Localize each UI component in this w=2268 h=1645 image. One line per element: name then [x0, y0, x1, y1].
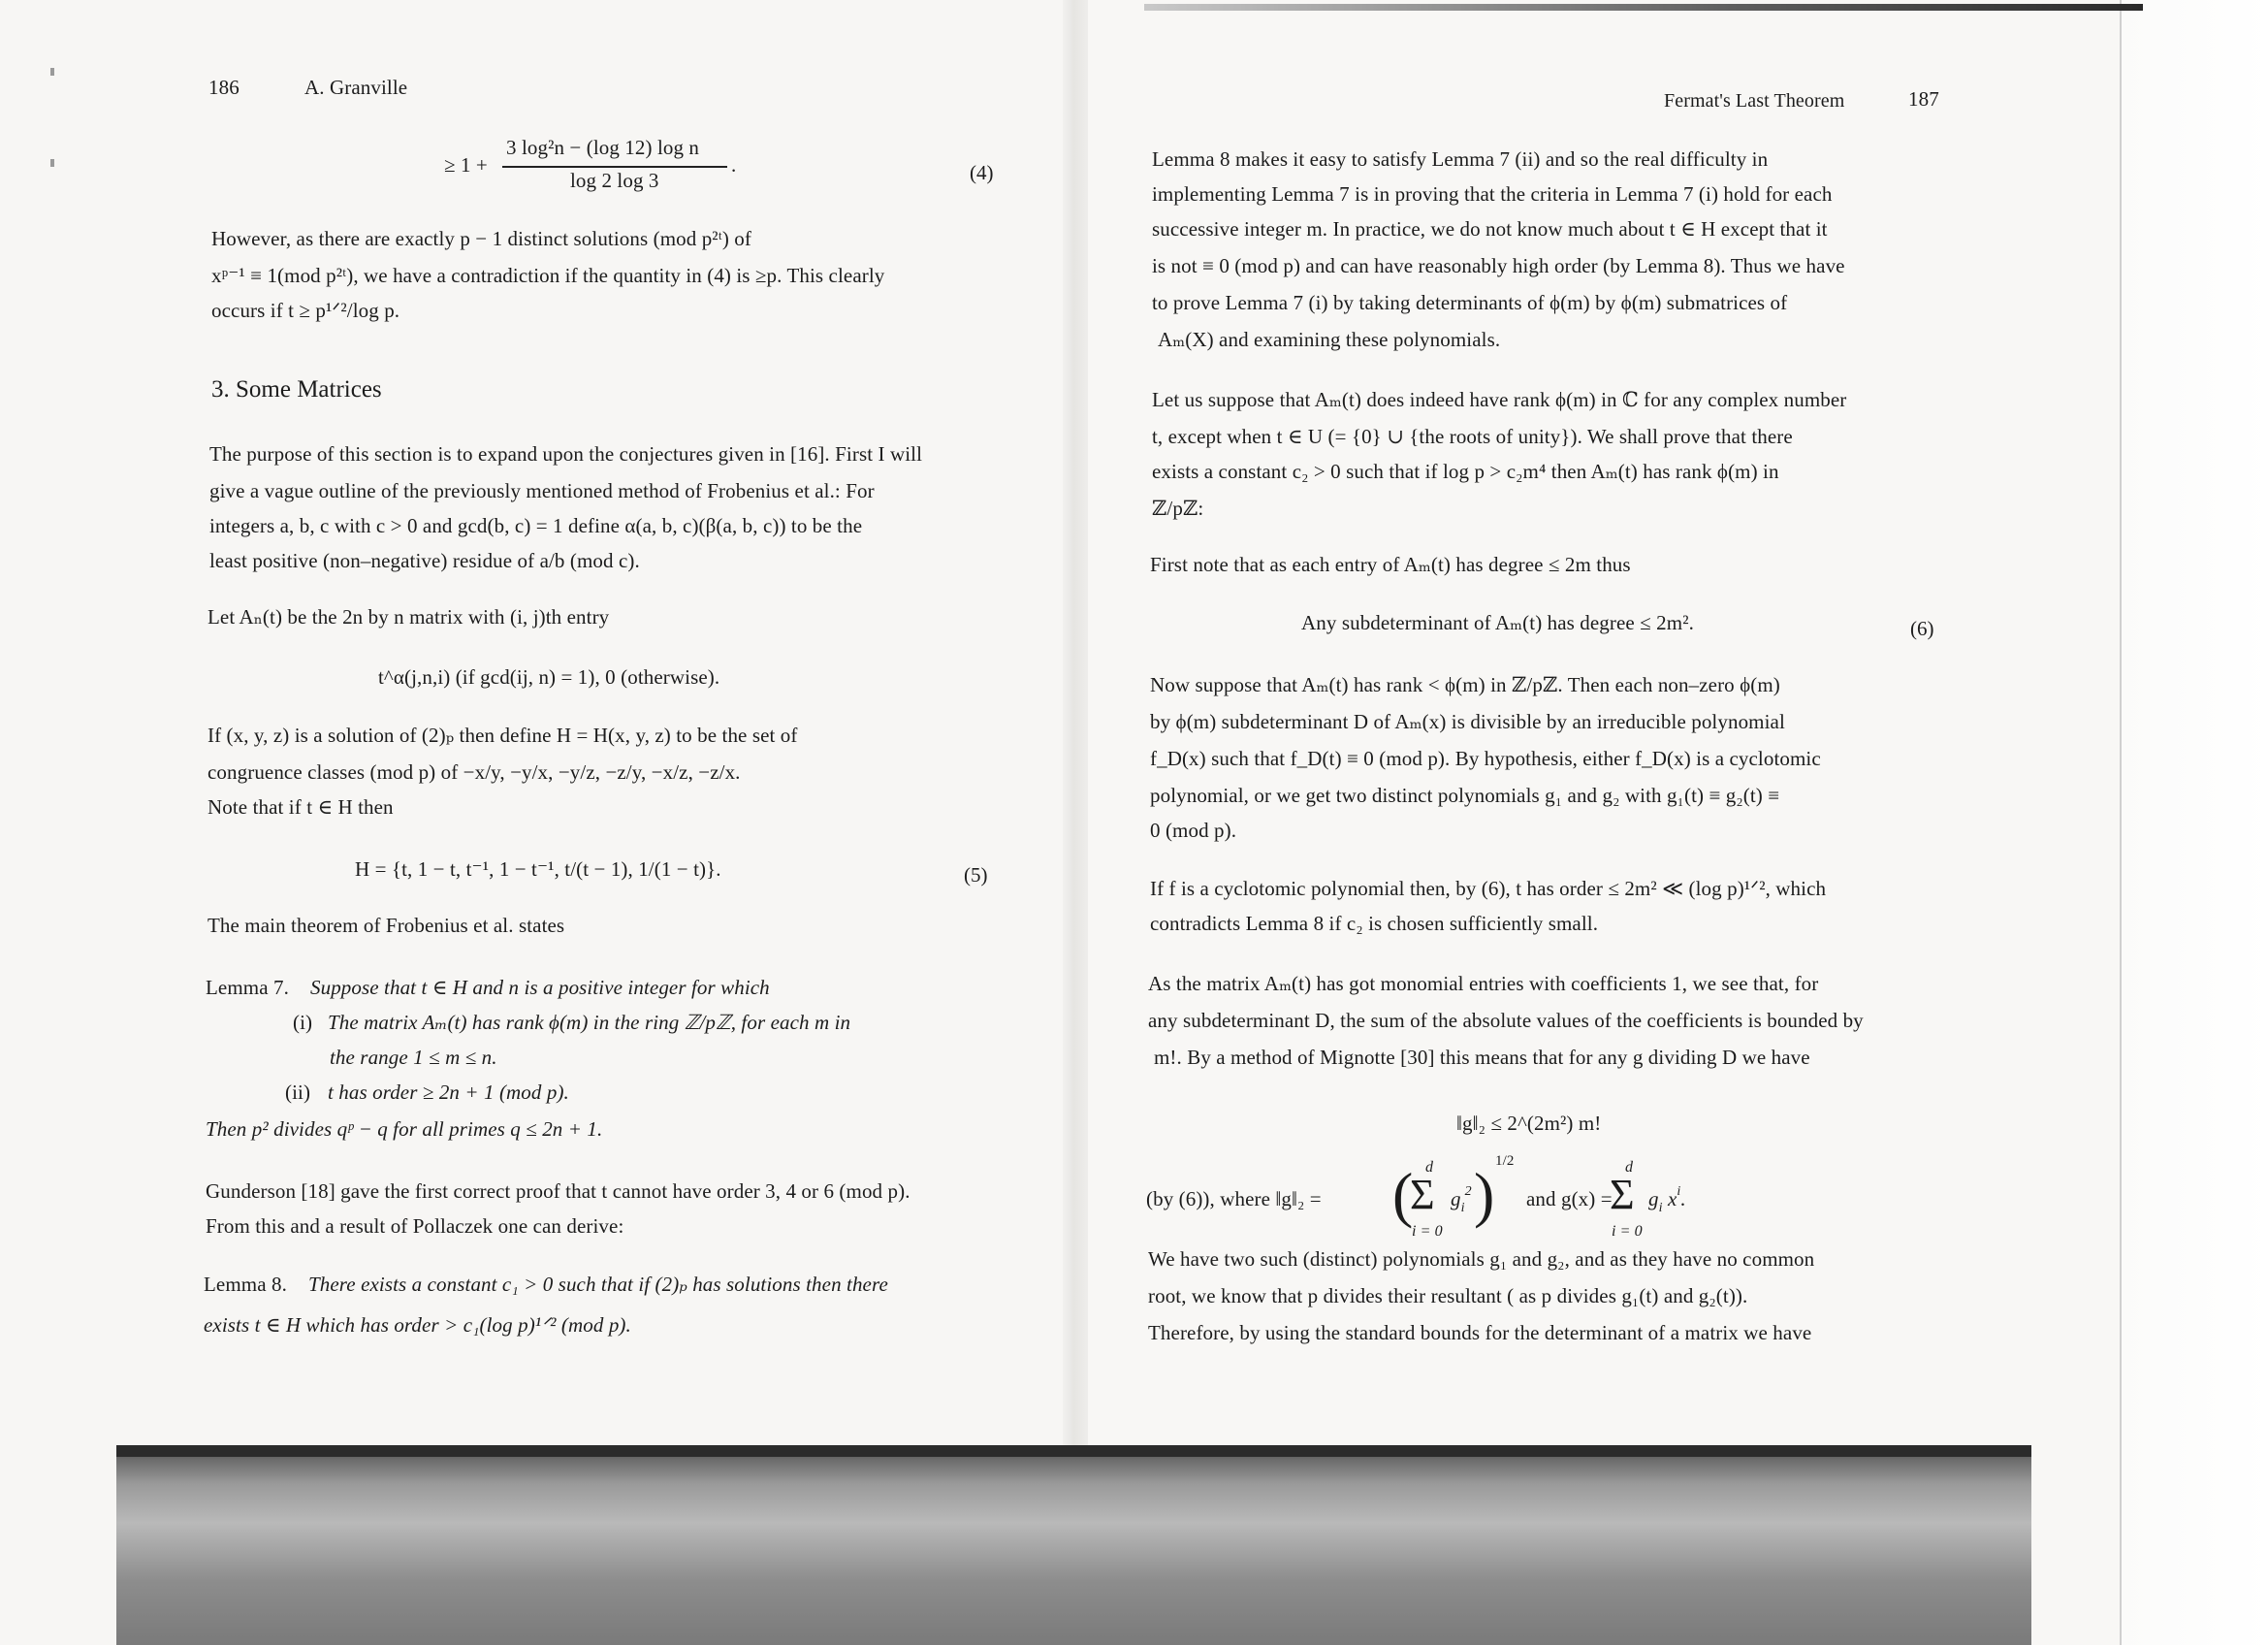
para5-line1: The main theorem of Frobenius et al. states	[208, 914, 565, 937]
eq4-label: (4)	[970, 161, 994, 184]
sqrt-exponent: 1/2	[1495, 1153, 1515, 1169]
eq6: Any subdeterminant of Aₘ(t) has degree ≤ 2m².	[1301, 611, 1694, 634]
para-r6-line3: m!. By a method of Mignotte [30] this means that for any g dividing D we have	[1154, 1046, 1810, 1069]
para1-line2: xᵖ⁻¹ ≡ 1(mod p²ᵗ), we have a contradiction if the quantity in (4) is ≥p. This clearly	[211, 264, 885, 287]
para-r4-line2: by ϕ(m) subdeterminant D of Aₘ(x) is divisible by an irreducible polynomial	[1150, 710, 1785, 733]
sum1-term: $g_i^2$	[1451, 1184, 1472, 1215]
lemma7-ii-line1: t has order ≥ 2n + 1 (mod p).	[328, 1081, 569, 1104]
lemma7-heading: Lemma 7.	[206, 976, 289, 999]
sum1-upper-limit: d	[1425, 1159, 1434, 1176]
norm-bound-equation: ‖g‖₂ ≤ 2^(2m²) m!	[1456, 1112, 1602, 1135]
eq6-label: (6)	[1910, 617, 1934, 640]
para-r2-line4: ℤ/pℤ:	[1152, 497, 1204, 520]
right-page	[1078, 0, 2268, 1645]
running-head-left: A. Granville	[304, 76, 408, 99]
eq4-numerator: 3 log²n − (log 12) log n	[506, 136, 700, 159]
para2-line1: The purpose of this section is to expand upon the conjectures given in [16]. First I will	[209, 442, 923, 466]
lemma8-line2: exists t ∈ H which has order > c₁(log p)¹ᐟ² (mod p).	[204, 1313, 631, 1337]
para-r6-line1: As the matrix Aₘ(t) has got monomial entries with coefficients 1, we see that, for	[1148, 972, 1819, 995]
eq4-period: .	[731, 153, 737, 177]
sum2-lower-limit: i = 0	[1612, 1223, 1643, 1240]
para-r4-line4: polynomial, or we get two distinct polynomials g₁ and g₂ with g₁(t) ≡ g₂(t) ≡	[1150, 784, 1780, 807]
running-head-right: Fermat's Last Theorem	[1664, 90, 1845, 112]
sum1-sigma: Σ	[1410, 1171, 1435, 1218]
lemma7-ii-number: (ii)	[285, 1081, 311, 1104]
para-r1-line3: successive integer m. In practice, we do not know much about t ∈ H except that it	[1152, 217, 1828, 241]
para-r5-line1: If f is a cyclotomic polynomial then, by (6), t has order ≤ 2m² ≪ (log p)¹ᐟ², which	[1150, 877, 1827, 900]
para-r2-line3: exists a constant c₂ > 0 such that if log p > c₂m⁴ then Aₘ(t) has rank ϕ(m) in	[1152, 460, 1779, 483]
lemma7-i-number: (i)	[293, 1011, 313, 1034]
scan-top-edge	[1144, 4, 2143, 11]
para-r7-line2: root, we know that p divides their resultant ( as p divides g₁(t) and g₂(t)).	[1148, 1284, 1748, 1307]
para-r1-line1: Lemma 8 makes it easy to satisfy Lemma 7 (ii) and so the real difficulty in	[1152, 147, 1769, 171]
para-r4-line3: f_D(x) such that f_D(t) ≡ 0 (mod p). By hypothesis, either f_D(x) is a cyclotomic	[1150, 747, 1821, 770]
para-r7-line3: Therefore, by using the standard bounds for the determinant of a matrix we have	[1148, 1321, 1812, 1344]
para-r1-line6: Aₘ(X) and examining these polynomials.	[1158, 328, 1501, 351]
para3-line1: Let Aₙ(t) be the 2n by n matrix with (i, j)th entry	[208, 605, 610, 629]
and-g-equals: and g(x) =	[1526, 1187, 1613, 1210]
para4-line1: If (x, y, z) is a solution of (2)ₚ then define H = H(x, y, z) to be the set of	[208, 724, 798, 747]
para-r3-line1: First note that as each entry of Aₘ(t) has degree ≤ 2m thus	[1150, 553, 1631, 576]
right-paren: )	[1474, 1160, 1495, 1229]
lemma7-i-line2: the range 1 ≤ m ≤ n.	[330, 1046, 497, 1069]
lemma8-line1: There exists a constant c₁ > 0 such that if (2)ₚ has solutions then there	[308, 1273, 888, 1296]
eq5-label: (5)	[964, 863, 988, 887]
eq4-denominator: log 2 log 3	[570, 169, 659, 192]
scan-shadow-edge	[116, 1445, 2031, 1457]
para2-line3: integers a, b, c with c > 0 and gcd(b, c) = 1 define α(a, b, c)(β(a, b, c)) to be the	[209, 514, 863, 537]
lemma8-heading: Lemma 8.	[204, 1273, 287, 1296]
page-number-left: 186	[208, 76, 240, 99]
para1-line1: However, as there are exactly p − 1 distinct solutions (mod p²ᵗ) of	[211, 227, 751, 250]
para4-line2: congruence classes (mod p) of −x/y, −y/x, −y/z, −z/y, −x/z, −z/x.	[208, 760, 741, 784]
para-r1-line4: is not ≡ 0 (mod p) and can have reasonably high order (by Lemma 8). Thus we have	[1152, 254, 1845, 277]
para-r4-line5: 0 (mod p).	[1150, 819, 1237, 842]
norm-definition-prefix: (by (6)), where ‖g‖₂ =	[1146, 1187, 1322, 1210]
para2-line2: give a vague outline of the previously mentioned method of Frobenius et al.: For	[209, 479, 875, 502]
left-paren: (	[1392, 1160, 1414, 1229]
sum2-sigma: Σ	[1610, 1171, 1635, 1218]
para1-line3: occurs if t ≥ p¹ᐟ²/log p.	[211, 299, 400, 322]
book-gutter	[1063, 0, 1088, 1645]
para-r2-line1: Let us suppose that Aₘ(t) does indeed have rank ϕ(m) in ℂ for any complex number	[1152, 388, 1847, 411]
eq5: H = {t, 1 − t, t⁻¹, 1 − t⁻¹, t/(t − 1), 1/(1 − t)}.	[355, 857, 721, 881]
scan-shadow	[116, 1445, 2031, 1645]
sum1-lower-limit: i = 0	[1412, 1223, 1443, 1240]
page-edge	[2120, 0, 2268, 1645]
sum2-term: $g_i$ $x^i$.	[1648, 1184, 1686, 1215]
para2-line4: least positive (non–negative) residue of a/b (mod c).	[209, 549, 640, 572]
lemma7-i-line1: The matrix Aₘ(t) has rank ϕ(m) in the ring ℤ/pℤ, for each m in	[328, 1011, 851, 1034]
section-heading: 3. Some Matrices	[211, 376, 382, 403]
para4-line3: Note that if t ∈ H then	[208, 795, 394, 819]
lemma7-line1: Suppose that t ∈ H and n is a positive integer for which	[310, 976, 770, 999]
sum2-upper-limit: d	[1625, 1159, 1634, 1176]
eq4-prefix: ≥ 1 +	[444, 153, 488, 177]
para-r6-line2: any subdeterminant D, the sum of the absolute values of the coefficients is bounded by	[1148, 1009, 1864, 1032]
para6-line1: Gunderson [18] gave the first correct proof that t cannot have order 3, 4 or 6 (mod p).	[206, 1179, 910, 1203]
eq4-fraction-bar	[502, 166, 727, 168]
para-r7-line1: We have two such (distinct) polynomials g₁ and g₂, and as they have no common	[1148, 1247, 1815, 1271]
page-number-right: 187	[1908, 87, 1939, 111]
matrix-entry-display: t^α(j,n,i) (if gcd(ij, n) = 1), 0 (otherwise).	[378, 665, 720, 689]
para-r1-line5: to prove Lemma 7 (i) by taking determinants of ϕ(m) by ϕ(m) submatrices of	[1152, 291, 1788, 314]
para6-line2: From this and a result of Pollaczek one can derive:	[206, 1214, 624, 1238]
lemma7-conclusion: Then p² divides qᵖ − q for all primes q ≤ 2n + 1.	[206, 1117, 603, 1141]
scan-speck	[50, 159, 54, 167]
para-r5-line2: contradicts Lemma 8 if c₂ is chosen sufficiently small.	[1150, 912, 1599, 935]
para-r2-line2: t, except when t ∈ U (= {0} ∪ {the roots of unity}). We shall prove that there	[1152, 425, 1793, 448]
scan-speck	[50, 68, 54, 76]
para-r1-line2: implementing Lemma 7 is in proving that the criteria in Lemma 7 (i) hold for each	[1152, 182, 1833, 206]
para-r4-line1: Now suppose that Aₘ(t) has rank < ϕ(m) in ℤ/pℤ. Then each non–zero ϕ(m)	[1150, 673, 1780, 696]
